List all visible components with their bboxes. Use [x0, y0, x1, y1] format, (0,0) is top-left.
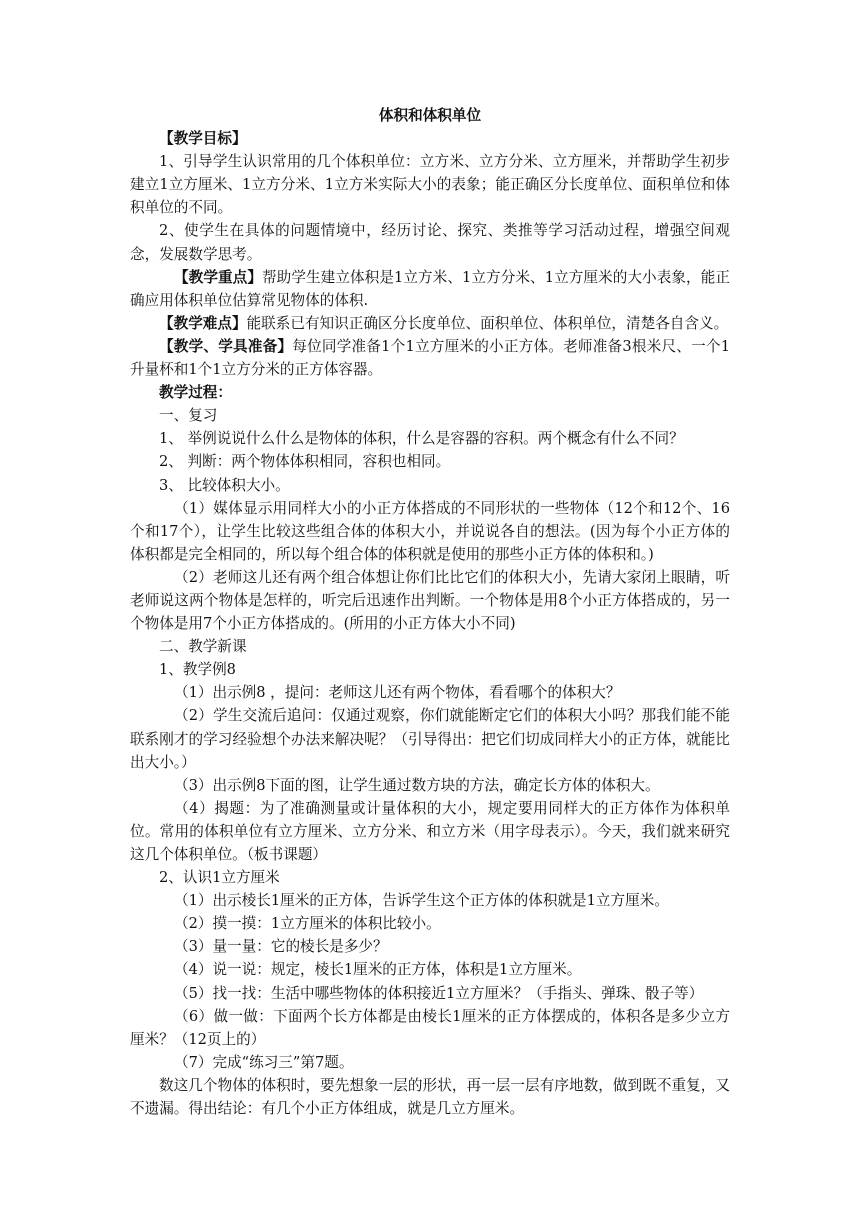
- document-title: 体积和体积单位: [378, 107, 482, 124]
- summary-paragraph: 数这几个物体的体积时，要先想象一层的形状，再一层一层有序地数，做到既不重复，又不遗漏。得出结论：有几个小正方体组成，就是几立方厘米。: [130, 1076, 730, 1118]
- review-item-3-1: （1）媒体显示用同样大小的小正方体搭成的不同形状的一些物体（12个和12个、16个和17个），让学生比较这些组合体的体积大小，并说说各自的想法。(因为每个小正方体的体积都是完全相同的，所以每个组合体的体积就是使用的那些小正方体的体积和。): [130, 499, 730, 563]
- prep-label: 【教学、学具准备】: [159, 337, 293, 355]
- difficulty-text: 能联系已有知识正确区分长度单位、面积单位、体积单位，清楚各自含义。: [246, 314, 729, 332]
- example-step-2: （2）学生交流后追问：仅通过观察，你们就能断定它们的体积大小吗？那我们能不能联系刚才的学习经验想个办法来解决呢？（引导得出：把它们切成同样大小的正方体，就能比出大小。）: [130, 707, 730, 771]
- goal-1: 1、引导学生认识常用的几个体积单位：立方米、立方分米、立方厘米，并帮助学生初步建立1立方厘米、1立方分米、1立方米实际大小的表象；能正确区分长度单位、面积单位和体积单位的不同。: [130, 153, 730, 217]
- goal-2: 2、使学生在具体的问题情境中，经历讨论、探究、类推等学习活动过程，增强空间观念，发展数学思考。: [130, 222, 730, 263]
- focus-text: 帮助学生建立体积是1立方米、1立方分米、1立方厘米的大小表象，能正确应用体积单位估算常见物体的体积.: [130, 268, 730, 309]
- prep-paragraph: [130, 335, 730, 381]
- focus-paragraph: [130, 266, 730, 312]
- example-step-1: （1）出示例8 ，提问：老师这儿还有两个物体，看看哪个的体积大？: [174, 684, 621, 702]
- cubic-cm-heading: 2、认识1立方厘米: [159, 869, 280, 887]
- review-item-1: 1、 举例说说什么什么是物体的体积，什么是容器的容积。两个概念有什么不同？: [159, 430, 684, 448]
- cubic-cm-step-4: （4）说一说：规定，棱长1厘米的正方体，体积是1立方厘米。: [174, 961, 582, 979]
- example-step-4: （4）揭题：为了准确测量或计量体积的大小，规定要用同样大的正方体作为体积单位。常用的体积单位有立方厘米、立方分米、和立方米（用字母表示）。今天，我们就来研究这几个体积单位。（板书课题）: [130, 799, 730, 863]
- cubic-cm-step-5: （5）找一找：生活中哪些物体的体积接近1立方厘米？（手指头、弹珠、骰子等）: [174, 984, 704, 1002]
- example-heading: 1、教学例8: [159, 661, 236, 679]
- prep-text: 每位同学准备1个1立方厘米的小正方体。老师准备3根米尺、一个1升量杯和1个1立方分米的正方体容器。: [130, 337, 730, 379]
- cubic-cm-step-3: （3）量一量：它的棱长是多少？: [174, 938, 388, 956]
- difficulty-paragraph: [130, 312, 730, 335]
- document-body: [130, 104, 730, 1120]
- focus-label: 【教学重点】: [174, 268, 262, 286]
- review-item-3: 3、 比较体积大小。: [159, 476, 290, 494]
- difficulty-label: 【教学难点】: [159, 314, 247, 332]
- new-lesson-heading: 二、教学新课: [159, 638, 247, 656]
- cubic-cm-step-2: （2）摸一摸：1立方厘米的体积比较小。: [174, 915, 441, 933]
- cubic-cm-step-7: （7）完成“练习三”第7题。: [174, 1053, 354, 1071]
- review-item-3-2: （2）老师这儿还有两个组合体想让你们比比它们的体积大小，先请大家闭上眼睛，听老师说这两个物体是怎样的，听完后迅速作出判断。一个物体是用8个小正方体搭成的，另一个物体是用7个小正方体搭成的。(所用的小正方体大小不同): [130, 568, 730, 633]
- goals-heading: 【教学目标】: [159, 130, 247, 148]
- process-heading: 教学过程：: [159, 384, 232, 402]
- cubic-cm-step-1: （1）出示棱长1厘米的正方体，告诉学生这个正方体的体积就是1立方厘米。: [174, 892, 669, 910]
- review-heading: 一、复习: [159, 407, 218, 425]
- review-item-2: 2、 判断：两个物体体积相同，容积也相同。: [159, 453, 451, 471]
- cubic-cm-step-6: （6）做一做：下面两个长方体都是由棱长1厘米的正方体摆成的，体积各是多少立方厘米？（12页上的）: [130, 1007, 730, 1048]
- example-step-3: （3）出示例8下面的图，让学生通过数方块的方法，确定长方体的体积大。: [174, 776, 660, 794]
